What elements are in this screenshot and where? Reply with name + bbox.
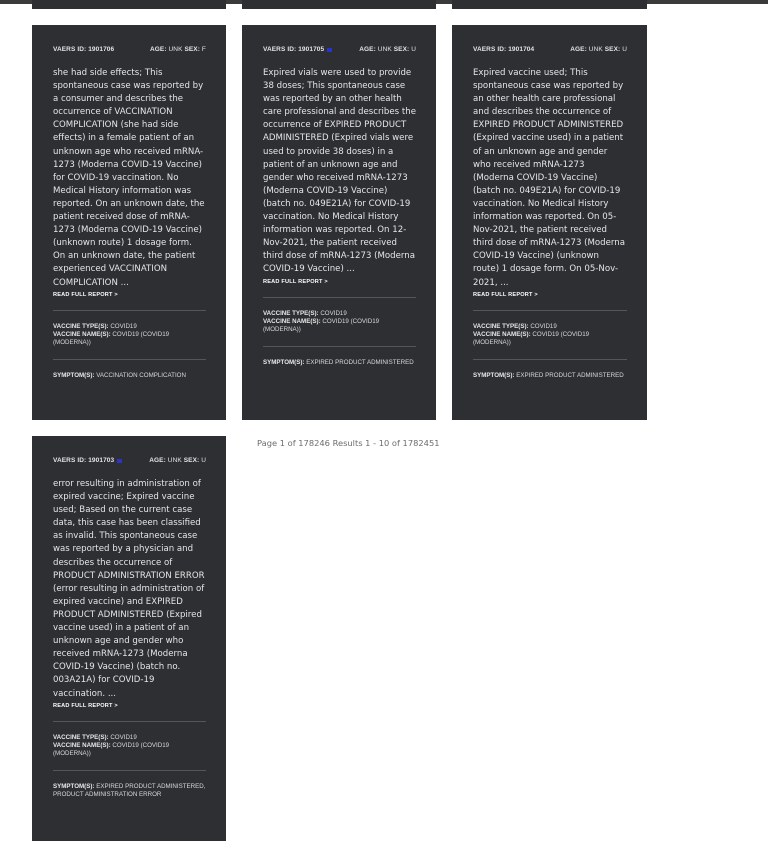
report-description: error resulting in administration of expired vaccine; Expired vaccine used; Based on the current case data, this case has been classified as invalid. This spontaneous case was reported by a physician and describes the occurrence of PRODUCT ADMINISTRATION ERROR (error resulting in administration of expired vaccine) and EXPIRED PRODUCT ADMINISTERED (Expired vaccine used) in a patient of an unknown age and gender who received mRNA-1273 (Moderna COVID-19 Vaccine) (batch no. 003A21A) for COVID-19 vaccination. ... [53, 479, 205, 699]
age-label: AGE: [149, 457, 166, 464]
vaccine-type-label: VACCINE TYPE(S): [53, 322, 109, 330]
vaccine-type: COVID19 [110, 322, 137, 330]
vaers-id-label: VAERS ID: [53, 46, 87, 53]
report-description: Expired vials were used to provide 38 doses; This spontaneous case was reported by an other health care professional and describes the occurrence of EXPIRED PRODUCT ADMINISTERED (Expired vials were used to provide 38 doses) in a patient of an unknown age and gender who received mRNA-1273 (Moderna COVID-19 Vaccine) (batch no. 049E21A) for COVID-19 vaccination. No Medical History information was reported. On 12-Nov-2021, the patient received third dose of mRNA-1273 (Moderna COVID-19 Vaccine) ... [263, 68, 416, 275]
vaccine-name-label: VACCINE NAME(S): [263, 317, 321, 325]
symptom-info [473, 372, 627, 380]
vaccine-name-label: VACCINE NAME(S): [53, 741, 111, 749]
vaers-id: 1901705 [298, 46, 325, 53]
card-header [53, 45, 206, 55]
report-description: she had side effects; This spontaneous case was reported by a consumer and describes the occurrence of VACCINATION COMPLICATION (she had side effects) in a female patient of an unknown age who received mRNA-1273 (Moderna COVID-19 Vaccine) for COVID-19 vaccination. No Medical History information was reported. On an unknown date, the patient received dose of mRNA-1273 (Moderna COVID-19 Vaccine) (unknown route) 1 dosage form. On an unknown date, the patient experienced VACCINATION COMPLICATION ... [53, 68, 205, 288]
vaccine-name: COVID19 (COVID19 (MODERNA)) [53, 330, 170, 346]
vaccine-info [53, 734, 206, 758]
sex-value: U [622, 46, 627, 53]
sex-value: F [201, 46, 206, 53]
read-full-report-link[interactable]: READ FULL REPORT > [263, 278, 328, 285]
report-description: Expired vaccine used; This spontaneous case was reported by an other health care professional and describes the occurrence of EXPIRED PRODUCT ADMINISTERED (Expired vaccine used) in a patient of an unknown age and gender who received mRNA-1273 (Moderna COVID-19 Vaccine) (batch no. 049E21A) for COVID-19 vaccination. No Medical History information was reported. On 05-Nov-2021, the patient received third dose of mRNA-1273 (Moderna COVID-19 Vaccine) (unknown route) 1 dosage form. On 05-Nov-2021, ... [473, 68, 626, 288]
symptom-info [53, 783, 206, 799]
sex-value: U [201, 457, 206, 464]
divider [53, 721, 206, 722]
divider [53, 310, 206, 311]
age-label: AGE: [570, 46, 587, 53]
vaers-id: 1901703 [88, 457, 115, 464]
vaers-id: 1901706 [88, 46, 115, 53]
vaccine-name-label: VACCINE NAME(S): [473, 330, 531, 338]
vaers-id-label: VAERS ID: [263, 46, 297, 53]
divider [263, 346, 416, 347]
age-value: UNK [167, 457, 182, 464]
vaccine-name: COVID19 (COVID19 (MODERNA)) [473, 330, 590, 346]
report-card [32, 436, 226, 841]
previous-card-bottom [242, 0, 436, 9]
read-full-report-link[interactable]: READ FULL REPORT > [473, 291, 538, 298]
vaers-id: 1901704 [508, 46, 535, 53]
age-label: AGE: [149, 46, 167, 53]
flag-icon [327, 48, 332, 52]
symptom-info [263, 359, 416, 367]
report-card [242, 25, 436, 420]
divider [473, 310, 627, 311]
vaccine-name-label: VACCINE NAME(S): [53, 330, 111, 338]
vaccine-info [473, 323, 627, 347]
symptoms: EXPIRED PRODUCT ADMINISTERED [516, 371, 624, 379]
vaccine-type: COVID19 [530, 322, 557, 330]
age-label: AGE: [359, 46, 376, 53]
read-full-report-link[interactable]: READ FULL REPORT > [53, 702, 118, 709]
symptoms: EXPIRED PRODUCT ADMINISTERED, PRODUCT ADMINISTRATION ERROR [53, 782, 206, 798]
vaers-id-label: VAERS ID: [53, 457, 87, 464]
age-value: UNK [588, 46, 603, 53]
divider [263, 297, 416, 298]
vaccine-type: COVID19 [320, 309, 347, 317]
vaccine-info [53, 323, 206, 347]
vaccine-type-label: VACCINE TYPE(S): [263, 309, 319, 317]
card-header [263, 45, 416, 55]
sex-label: SEX: [393, 46, 410, 53]
report-card [32, 25, 226, 420]
card-header [473, 45, 627, 55]
divider [53, 770, 206, 771]
vaccine-type: COVID19 [110, 733, 137, 741]
symptom-info [53, 372, 206, 380]
flag-icon [117, 459, 122, 463]
sex-value: U [411, 46, 416, 53]
report-card [452, 25, 647, 420]
sex-label: SEX: [184, 46, 201, 53]
pagination-summary: Page 1 of 178246 Results 1 - 10 of 1782451 [257, 438, 440, 448]
age-value: UNK [168, 46, 183, 53]
vaccine-name: COVID19 (COVID19 (MODERNA)) [53, 741, 170, 757]
symptoms-label: SYMPTOM(S): [53, 371, 95, 379]
read-full-report-link[interactable]: READ FULL REPORT > [53, 291, 118, 298]
divider [473, 359, 627, 360]
divider [53, 359, 206, 360]
symptoms-label: SYMPTOM(S): [473, 371, 515, 379]
symptoms-label: SYMPTOM(S): [263, 358, 305, 366]
vaccine-name: COVID19 (COVID19 (MODERNA)) [263, 317, 380, 333]
vaccine-type-label: VACCINE TYPE(S): [53, 733, 109, 741]
vaccine-info [263, 310, 416, 334]
symptoms-label: SYMPTOM(S): [53, 782, 95, 790]
symptoms: EXPIRED PRODUCT ADMINISTERED [306, 358, 414, 366]
previous-card-bottom [32, 0, 226, 9]
vaers-id-label: VAERS ID: [473, 46, 507, 53]
vaccine-type-label: VACCINE TYPE(S): [473, 322, 529, 330]
card-header [53, 456, 206, 466]
age-value: UNK [377, 46, 392, 53]
previous-card-bottom [452, 0, 647, 9]
symptoms: VACCINATION COMPLICATION [96, 371, 186, 379]
sex-label: SEX: [183, 457, 200, 464]
sex-label: SEX: [604, 46, 621, 53]
